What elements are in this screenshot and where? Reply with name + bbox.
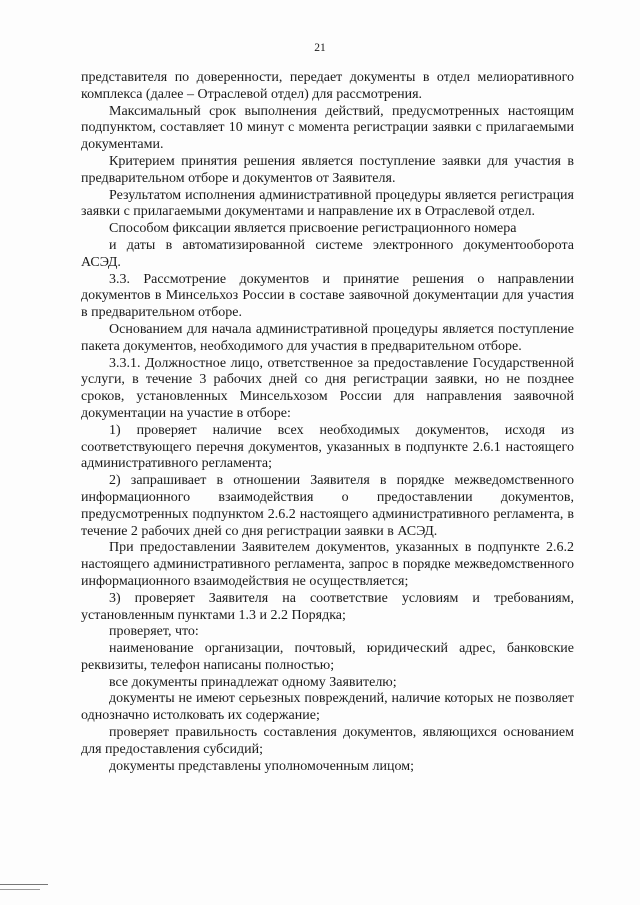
paragraph: наименование организации, почтовый, юридический адрес, банковские реквизиты, телефон написаны полностью; xyxy=(81,641,574,673)
paragraph: Основанием для начала административной процедуры является поступление пакета документов, необходимого для участия в предварительном отборе. xyxy=(81,321,574,354)
paragraph: Критерием принятия решения является поступление заявки для участия в предварительном отборе и документов от Заявителя. xyxy=(81,153,574,186)
paragraph: 3.3.1. Должностное лицо, ответственное за предоставление Государственной услуги, в течение 3 рабочих дней со дня регистрации заявки, но не позднее сроков, установленных Минсельхозом России для направления заявочной документации на участие в отборе: xyxy=(81,355,574,421)
paragraph: При предоставлении Заявителем документов, указанных в подпункте 2.6.2 настоящего административного регламента, запрос в порядке межведомственного информационного взаимодействия не осуществляется; xyxy=(81,540,574,589)
paragraph: 2) запрашивает в отношении Заявителя в порядке межведомственного информационного взаимодействия о предоставлении документов, предусмотренных подпунктом 2.6.2 настоящего административного регламента, в течение 2 рабочих дней со дня регистрации заявки в АСЭД. xyxy=(81,473,574,539)
paragraph: все документы принадлежат одному Заявителю; xyxy=(109,674,397,690)
paragraph: представителя по доверенности, передает документы в отдел мелиоративного комплекса (далее – Отраслевой отдел) для рассмотрения. xyxy=(81,70,574,102)
paragraph: проверяет, что: xyxy=(109,624,199,640)
paragraph: Максимальный срок выполнения действий, предусмотренных настоящим подпунктом, составляет 10 минут с момента регистрации заявки с прилагаемыми документами. xyxy=(81,103,574,153)
scan-edge-line xyxy=(0,889,40,890)
paragraph: документы не имеют серьезных повреждений, наличие которых не позволяет однозначно истолковать их содержание; xyxy=(81,691,574,724)
paragraph: документы представлены уполномоченным лицом; xyxy=(109,758,414,774)
paragraph: Результатом исполнения административной процедуры является регистрация заявки с прилагаемыми документами и направление их в Отраслевой отдел. xyxy=(81,187,574,220)
paragraph: проверяет правильность составления документов, являющихся основанием для предоставления субсидий; xyxy=(81,725,574,757)
paragraph: Способом фиксации является присвоение регистрационного номера xyxy=(109,221,517,237)
document-body xyxy=(81,70,574,775)
paragraph: 3.3. Рассмотрение документов и принятие решения о направлении документов в Минсельхоз России в составе заявочной документации для участия в предварительном отборе. xyxy=(81,271,574,321)
paragraph: 1) проверяет наличие всех необходимых документов, исходя из соответствующего перечня документов, указанных в подпункте 2.6.1 настоящего административного регламента; xyxy=(81,422,574,472)
scan-edge-line xyxy=(0,884,48,885)
page-number: 21 xyxy=(314,42,326,54)
paragraph: 3) проверяет Заявителя на соответствие условиям и требованиям, установленным пунктами 1.3 и 2.2 Порядка; xyxy=(81,590,574,623)
paragraph: и даты в автоматизированной системе электронного документооборота АСЭД. xyxy=(81,237,574,270)
